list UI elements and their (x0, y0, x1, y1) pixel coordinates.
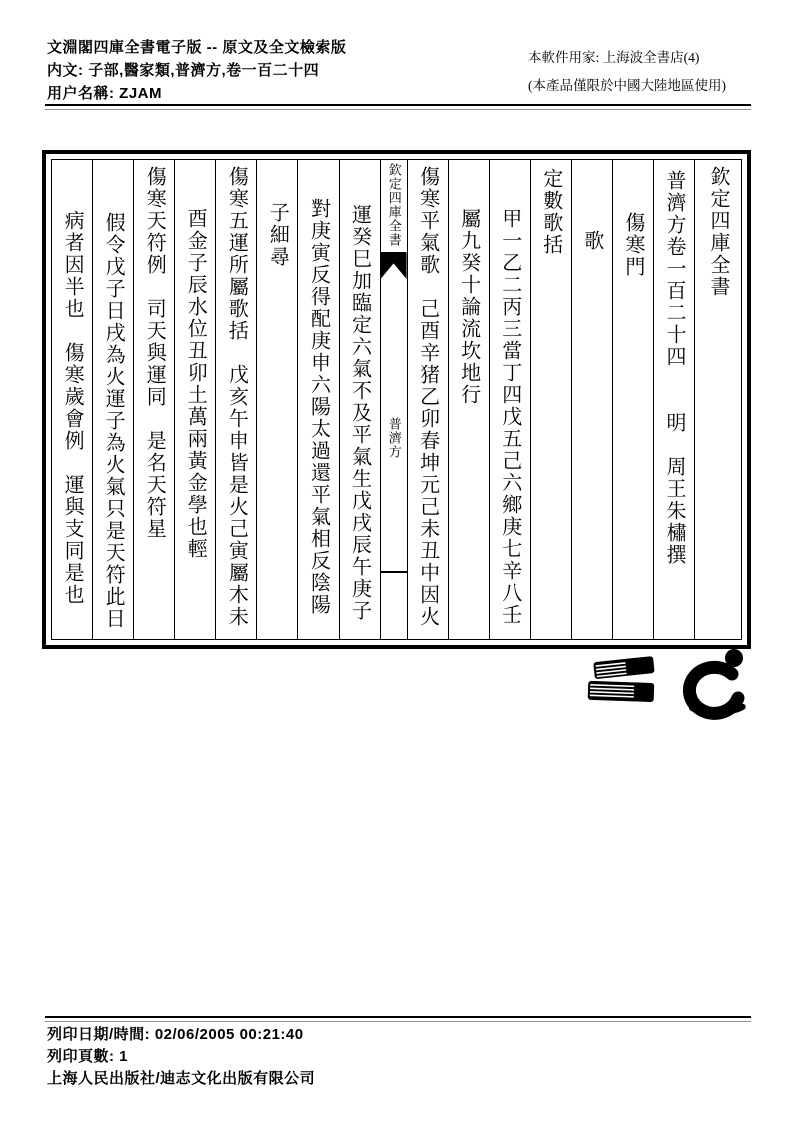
header-left (47, 36, 346, 105)
book-inner (51, 159, 742, 640)
text-column (571, 160, 612, 639)
text-column (297, 160, 338, 639)
column-text: 定數歌括 (539, 168, 562, 256)
column-text: 假令戊子日戌為火運子為火氣只是天符此日 (102, 212, 125, 630)
header-licensee: 本軟件用家: 上海波全書店(4) (528, 50, 700, 65)
column-text: 普濟方卷一百二十四 明 周王朱橚撰 (662, 170, 685, 566)
text-column (530, 160, 571, 639)
column-text: 傷寒門 (621, 212, 644, 278)
spine-title: 欽定四庫全書 (386, 163, 402, 247)
text-column-title (694, 160, 741, 639)
text-column (256, 160, 297, 639)
text-column (448, 160, 489, 639)
column-text: 歌 (580, 230, 603, 252)
book-frame (42, 150, 751, 649)
column-text: 酉金子辰水位丑卯土萬兩黃金學也輕 (184, 208, 207, 560)
text-column (215, 160, 256, 639)
text-column (407, 160, 448, 639)
footer (47, 1024, 315, 1090)
spine-imprint: 普濟方 (386, 417, 402, 459)
fish-tail-icon (381, 252, 407, 279)
column-text: 欽定四庫全書 (707, 166, 729, 298)
spine-page-divider (381, 571, 407, 573)
column-text: 對庚寅反得配庚申六陽太過還平氣相反陰陽 (307, 198, 330, 616)
column-text: 傷寒五運所屬歌括 戊亥午申皆是火己寅屬木未 (225, 166, 248, 628)
column-text: 病者因半也 傷寒歲會例 運與支同是也 (61, 210, 84, 606)
header-right (528, 44, 763, 100)
header-content-path: 内文: 子部,醫家類,普濟方,卷一百二十四 (47, 62, 320, 79)
stacked-books-icon (580, 646, 666, 712)
print-page-count: 列印頁數: 1 (47, 1048, 129, 1065)
text-column-volume (653, 160, 694, 639)
header-edition-title: 文淵閣四庫全書電子版 -- 原文及全文檢索版 (47, 39, 347, 56)
header-divider (45, 104, 751, 110)
text-column (92, 160, 133, 639)
brush-seal-icon (674, 646, 754, 726)
column-text: 傷寒平氣歌 己酉辛猪乙卯春坤元己未丑中因火 (416, 166, 439, 628)
footer-divider (45, 1016, 751, 1022)
text-column (52, 160, 92, 639)
text-column (174, 160, 215, 639)
column-text: 傷寒天符例 司天與運同 是名天符星 (143, 166, 166, 540)
text-column (612, 160, 653, 639)
column-text: 屬九癸十論流坎地行 (457, 208, 480, 406)
column-text: 甲一乙二丙三當丁四戊五己六鄉庚七辛八壬 (498, 208, 521, 626)
text-column (339, 160, 380, 639)
header-user-name: 用户名稱: ZJAM (47, 85, 162, 102)
column-text: 運癸巳加臨定六氣不及平氣生戊戌辰午庚子 (348, 204, 371, 622)
publisher-name: 上海人民出版社/迪志文化出版有限公司 (47, 1070, 316, 1087)
print-datetime: 列印日期/時間: 02/06/2005 00:21:40 (47, 1026, 304, 1043)
text-column (489, 160, 530, 639)
column-text: 子細尋 (266, 202, 289, 268)
text-column (133, 160, 174, 639)
spine-column (380, 160, 407, 639)
publisher-logo (580, 646, 752, 728)
header-license-note: (本產品僅限於中國大陸地區使用) (528, 78, 726, 93)
